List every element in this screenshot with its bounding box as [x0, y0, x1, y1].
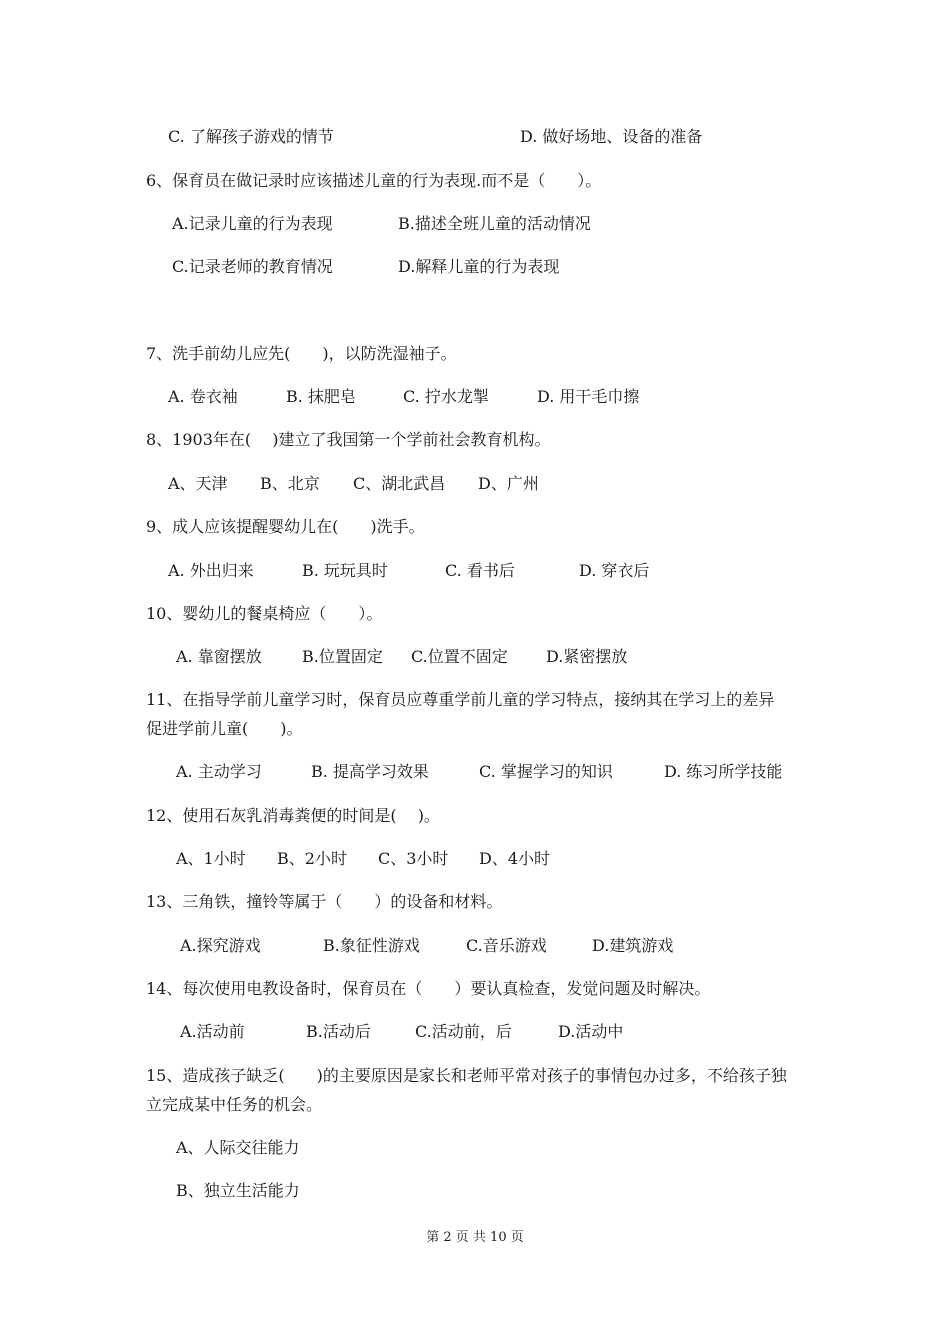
q6-option-d: D.解释儿童的行为表现: [398, 257, 560, 276]
q6-option-a: A.记录儿童的行为表现: [172, 214, 333, 233]
q10-option-d: D.紧密摆放: [546, 647, 628, 666]
q12-option-d: D、4小时: [479, 849, 551, 868]
q10-stem: 10、婴幼儿的餐桌椅应（ ）。: [146, 604, 383, 623]
q7-stem: 7、洗手前幼儿应先( )，以防洗湿袖子。: [146, 344, 457, 363]
q6-option-c: C.记录老师的教育情况: [172, 257, 333, 276]
q12-option-c: C、3小时: [378, 849, 449, 868]
q12-stem: 12、使用石灰乳消毒粪便的时间是( )。: [146, 806, 440, 825]
q6-option-b: B.描述全班儿童的活动情况: [398, 214, 591, 233]
q14-option-b: B.活动后: [306, 1022, 371, 1041]
q13-option-b: B.象征性游戏: [323, 936, 420, 955]
q7-option-c: C. 拧水龙掣: [403, 387, 489, 406]
q11-option-d: D. 练习所学技能: [664, 762, 783, 781]
q13-option-a: A.探究游戏: [180, 936, 261, 955]
q14-option-a: A.活动前: [180, 1022, 245, 1041]
q7-option-d: D. 用干毛巾擦: [537, 387, 640, 406]
q13-option-c: C.音乐游戏: [466, 936, 547, 955]
q5-option-d: D. 做好场地、设备的准备: [520, 127, 703, 146]
q12-option-a: A、1小时: [176, 849, 246, 868]
q14-stem: 14、每次使用电教设备时，保育员在（ ）要认真检查，发觉问题及时解决。: [146, 979, 711, 998]
q13-option-d: D.建筑游戏: [592, 936, 674, 955]
q11-stem-line1: 11、在指导学前儿童学习时，保育员应尊重学前儿童的学习特点，接纳其在学习上的差异: [146, 690, 775, 709]
q7-option-a: A. 卷衣袖: [168, 387, 238, 406]
q9-stem: 9、成人应该提醒婴幼儿在( )洗手。: [146, 517, 425, 536]
q13-stem: 13、三角铁，撞铃等属于（ ）的设备和材料。: [146, 892, 503, 911]
q9-option-a: A. 外出归来: [168, 561, 254, 580]
q8-option-b: B、北京: [260, 474, 320, 493]
q11-stem-line2: 促进学前儿童( )。: [146, 719, 303, 738]
q10-option-c: C.位置不固定: [411, 647, 508, 666]
q10-option-a: A. 靠窗摆放: [176, 647, 262, 666]
q9-option-d: D. 穿衣后: [579, 561, 650, 580]
q8-option-d: D、广州: [478, 474, 539, 493]
q15-option-a: A、人际交往能力: [176, 1138, 300, 1157]
q14-option-c: C.活动前，后: [415, 1022, 512, 1041]
q7-option-b: B. 抹肥皂: [286, 387, 356, 406]
q15-stem-line1: 15、造成孩子缺乏( )的主要原因是家长和老师平常对孩子的事情包办过多，不给孩子独: [146, 1066, 787, 1085]
q8-option-c: C、湖北武昌: [353, 474, 446, 493]
page-number: 第 2 页 共 10 页: [426, 1230, 524, 1245]
q10-option-b: B.位置固定: [302, 647, 383, 666]
q11-option-a: A. 主动学习: [176, 762, 262, 781]
q15-stem-line2: 立完成某中任务的机会。: [146, 1095, 323, 1114]
q12-option-b: B、2小时: [277, 849, 347, 868]
q9-option-c: C. 看书后: [445, 561, 515, 580]
q8-option-a: A、天津: [168, 474, 228, 493]
q14-option-d: D.活动中: [558, 1022, 624, 1041]
q5-option-c: C. 了解孩子游戏的情节: [168, 127, 334, 146]
q8-stem: 8、1903年在( )建立了我国第一个学前社会教育机构。: [146, 430, 551, 449]
q11-option-c: C. 掌握学习的知识: [479, 762, 613, 781]
q15-option-b: B、独立生活能力: [176, 1181, 300, 1200]
q6-stem: 6、保育员在做记录时应该描述儿童的行为表现.而不是（ ）。: [146, 171, 602, 190]
q11-option-b: B. 提高学习效果: [311, 762, 429, 781]
q9-option-b: B. 玩玩具时: [302, 561, 388, 580]
